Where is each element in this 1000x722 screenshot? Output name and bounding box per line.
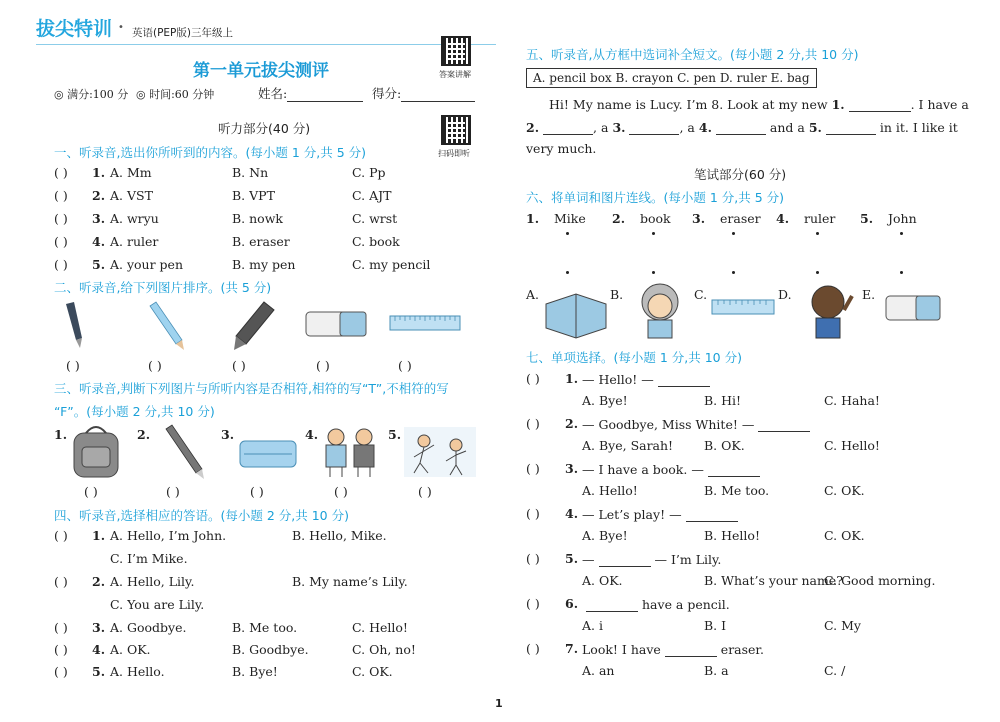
stem-text-2: have a pencil. <box>642 597 730 612</box>
match-dot-bottom[interactable] <box>566 271 569 274</box>
option-b: B. VPT <box>232 188 275 203</box>
answer-blank[interactable] <box>586 596 638 612</box>
option-c: C. Haha! <box>824 393 880 408</box>
word-number: 1. <box>526 211 540 226</box>
option-a: A. i <box>582 618 603 633</box>
option-b: B. Me too. <box>232 620 298 635</box>
option-a: A. Bye! <box>582 528 628 543</box>
blank-1[interactable] <box>849 96 911 112</box>
option-c: C. / <box>824 663 846 678</box>
time-limit: ◎ 时间:60 分钟 <box>136 88 215 101</box>
ruler-picture <box>390 316 460 330</box>
option-c: C. Pp <box>352 165 386 180</box>
answer-paren[interactable]: ( ) <box>398 358 412 373</box>
answer-paren[interactable]: ( ) <box>526 641 540 656</box>
question-number: 5. <box>92 257 106 272</box>
answer-paren[interactable]: ( ) <box>54 165 68 180</box>
match-word: book <box>640 211 671 226</box>
sec5-title: 五、听录音,从方框中选词补全短文。(每小题 2 分,共 10 分) <box>526 47 859 62</box>
match-dot-bottom[interactable] <box>900 271 903 274</box>
word-box: A. pencil box B. crayon C. pen D. ruler E. bag <box>526 68 817 88</box>
pencil-picture-2 <box>166 425 204 479</box>
answer-paren[interactable]: ( ) <box>84 484 98 499</box>
listening-heading: 听力部分(40 分) <box>218 121 311 136</box>
answer-paren[interactable]: ( ) <box>526 551 540 566</box>
blank-2[interactable] <box>543 119 593 135</box>
sec3-pictures <box>70 425 480 480</box>
option-c: C. OK. <box>352 664 393 679</box>
picture-number: 1. <box>54 427 68 442</box>
written-heading: 笔试部分(60 分) <box>694 167 787 182</box>
question-stem <box>582 596 730 612</box>
score-blank[interactable] <box>401 86 475 102</box>
blank-4[interactable] <box>716 119 766 135</box>
question-number: 1. <box>92 528 106 543</box>
option-c: C. Hello! <box>352 620 408 635</box>
answer-paren[interactable]: ( ) <box>148 358 162 373</box>
picture-number: 5. <box>388 427 402 442</box>
option-a: A. wryu <box>110 211 159 226</box>
question-number: 1. <box>565 371 579 386</box>
option-a: A. Hello, Lily. <box>110 574 195 589</box>
score-label: 得分: <box>372 86 402 101</box>
sec6-title: 六、将单词和图片连线。(每小题 1 分,共 5 分) <box>526 190 785 205</box>
listen-qr-code[interactable] <box>441 115 471 145</box>
stem-text: — I have a book. — <box>582 462 704 477</box>
answer-paren[interactable]: ( ) <box>526 506 540 521</box>
passage-line2: 2. , a 3. , a 4. and a 5. in it. I like it <box>526 120 958 135</box>
option-a: A. Hello. <box>110 664 165 679</box>
picture-letter: C. <box>694 287 708 302</box>
picture-letter: A. <box>526 287 540 302</box>
option-b: B. my pen <box>232 257 296 272</box>
option-c: C. OK. <box>824 483 865 498</box>
name-field[interactable] <box>258 84 363 102</box>
answer-paren[interactable]: ( ) <box>418 484 432 499</box>
match-dot-top[interactable] <box>652 232 655 235</box>
option-a: A. OK. <box>110 642 151 657</box>
option-a: A. Bye, Sarah! <box>582 438 674 453</box>
word-number: 2. <box>612 211 626 226</box>
option-c: C. My <box>824 618 861 633</box>
picture-number: 4. <box>305 427 319 442</box>
answer-paren[interactable]: ( ) <box>54 234 68 249</box>
passage-line3: very much. <box>526 141 597 156</box>
brand-logo: 拔尖特训 <box>36 18 113 40</box>
sec2-pictures <box>60 300 480 355</box>
eraser-picture <box>306 312 366 336</box>
match-dot-bottom[interactable] <box>652 271 655 274</box>
option-c: C. AJT <box>352 188 392 203</box>
stem-text: — <box>582 552 595 567</box>
eraser-picture-2 <box>886 296 940 320</box>
score-field[interactable] <box>372 84 475 102</box>
sec3-title-line1: 三、听录音,判断下列图片与所听内容是否相符,相符的写“T”,不相符的写 <box>54 381 449 396</box>
blank-5[interactable] <box>826 119 876 135</box>
blank-3[interactable] <box>629 119 679 135</box>
option-b: B. Goodbye. <box>232 642 309 657</box>
option-b: B. Nn <box>232 165 269 180</box>
question-number: 4. <box>92 642 106 657</box>
pencil-box-picture <box>240 441 296 467</box>
picture-letter: E. <box>862 287 876 302</box>
match-word: eraser <box>720 211 761 226</box>
answer-paren[interactable]: ( ) <box>526 596 540 611</box>
question-stem <box>582 371 714 387</box>
option-b: B. eraser <box>232 234 290 249</box>
option-b: B. OK. <box>704 438 745 453</box>
sec1-title: 一、听录音,选出你所听到的内容。(每小题 1 分,共 5 分) <box>54 145 367 160</box>
answer-paren[interactable]: ( ) <box>526 416 540 431</box>
picture-letter: B. <box>610 287 624 302</box>
ruler-picture-2 <box>712 300 774 314</box>
answer-paren[interactable]: ( ) <box>166 484 180 499</box>
question-number: 4. <box>565 506 579 521</box>
question-number: 6. <box>565 596 579 611</box>
sec2-title: 二、听录音,给下列图片排序。(共 5 分) <box>54 280 272 295</box>
book-name: 英语(PEP版)三年级上 <box>132 27 233 39</box>
match-dot-bottom[interactable] <box>816 271 819 274</box>
question-stem <box>582 416 814 432</box>
question-stem <box>582 641 764 657</box>
answer-paren[interactable]: ( ) <box>250 484 264 499</box>
option-c: C. You are Lily. <box>110 597 205 612</box>
question-number: 2. <box>565 416 579 431</box>
question-number: 4. <box>92 234 106 249</box>
answer-blank[interactable] <box>686 506 738 522</box>
pencil-picture <box>150 302 184 350</box>
question-number: 2. <box>92 188 106 203</box>
pen-picture <box>66 302 82 348</box>
option-b: B. Hello! <box>704 528 760 543</box>
option-a: A. OK. <box>582 573 623 588</box>
word-number: 4. <box>776 211 790 226</box>
answer-paren[interactable]: ( ) <box>526 371 540 386</box>
question-number: 5. <box>92 664 106 679</box>
question-number: 3. <box>92 211 106 226</box>
word-number: 3. <box>692 211 706 226</box>
two-boys-picture <box>326 429 374 477</box>
answer-paren[interactable]: ( ) <box>54 620 68 635</box>
option-b: B. I <box>704 618 727 633</box>
qr2-caption: 扫码即听 <box>438 149 470 158</box>
match-word: John <box>888 211 917 226</box>
question-stem <box>582 551 721 567</box>
full-score: ◎ 满分:100 分 <box>54 88 129 101</box>
question-number: 7. <box>565 641 579 656</box>
question-number: 1. <box>92 165 106 180</box>
answer-paren[interactable]: ( ) <box>54 528 68 543</box>
option-c: C. Hello! <box>824 438 880 453</box>
answer-paren[interactable]: ( ) <box>54 664 68 679</box>
option-c: C. my pencil <box>352 257 431 272</box>
stem-text: Look! I have <box>582 642 661 657</box>
sec3-title-line2: “F”。(每小题 2 分,共 10 分) <box>54 404 215 419</box>
answer-paren[interactable]: ( ) <box>66 358 80 373</box>
girl-face-picture <box>642 284 678 338</box>
bullet: • <box>118 22 124 33</box>
answer-qr-code[interactable] <box>441 36 471 66</box>
passage-line1: Hi! My name is Lucy. I’m 8. Look at my new 1. . I have a <box>549 97 969 112</box>
option-a: A. Goodbye. <box>110 620 187 635</box>
crayon-picture <box>234 302 274 350</box>
question-number: 3. <box>92 620 106 635</box>
answer-blank[interactable] <box>599 551 651 567</box>
match-word: ruler <box>804 211 836 226</box>
picture-number: 3. <box>221 427 235 442</box>
page-number: 1 <box>495 697 503 710</box>
answer-paren[interactable]: ( ) <box>54 211 68 226</box>
option-b: B. a <box>704 663 729 678</box>
name-blank[interactable] <box>287 86 363 102</box>
match-dot-top[interactable] <box>900 232 903 235</box>
option-c: C. wrst <box>352 211 398 226</box>
answer-paren[interactable]: ( ) <box>54 257 68 272</box>
option-b: B. Hi! <box>704 393 742 408</box>
answer-paren[interactable]: ( ) <box>54 574 68 589</box>
boy-face-picture <box>812 286 852 338</box>
stem-text-2: — I’m Lily. <box>654 552 722 567</box>
option-c: C. Oh, no! <box>352 642 416 657</box>
option-b: B. nowk <box>232 211 283 226</box>
answer-blank[interactable] <box>708 461 760 477</box>
book-picture <box>546 294 606 338</box>
question-number: 5. <box>565 551 579 566</box>
question-number: 2. <box>92 574 106 589</box>
option-c: C. Good morning. <box>824 573 936 588</box>
picture-letter: D. <box>778 287 792 302</box>
option-b: B. What’s your name? <box>704 573 843 588</box>
match-dot-top[interactable] <box>732 232 735 235</box>
option-b: B. My name’s Lily. <box>292 574 408 589</box>
answer-blank[interactable] <box>665 641 717 657</box>
schoolbag-picture <box>74 427 118 477</box>
answer-paren[interactable]: ( ) <box>316 358 330 373</box>
match-dot-top[interactable] <box>816 232 819 235</box>
option-b: B. Bye! <box>232 664 278 679</box>
match-word: Mike <box>554 211 586 226</box>
answer-paren[interactable]: ( ) <box>526 461 540 476</box>
stem-text: — Let’s play! — <box>582 507 682 522</box>
option-b: B. Me too. <box>704 483 770 498</box>
question-stem <box>582 506 742 522</box>
answer-paren[interactable]: ( ) <box>232 358 246 373</box>
option-a: A. Hello, I’m John. <box>110 528 227 543</box>
word-number: 5. <box>860 211 874 226</box>
picture-number: 2. <box>137 427 151 442</box>
name-label: 姓名: <box>258 86 288 101</box>
sec6-pictures <box>540 282 950 342</box>
stem-text: — Hello! — <box>582 372 654 387</box>
option-c: C. book <box>352 234 400 249</box>
option-a: A. Mm <box>110 165 152 180</box>
answer-paren[interactable]: ( ) <box>54 188 68 203</box>
match-dot-top[interactable] <box>566 232 569 235</box>
header-rule <box>36 44 496 45</box>
option-a: A. your pen <box>110 257 184 272</box>
option-b: B. Hello, Mike. <box>292 528 387 543</box>
answer-paren[interactable]: ( ) <box>54 642 68 657</box>
option-a: A. VST <box>110 188 153 203</box>
option-a: A. ruler <box>110 234 159 249</box>
sec7-title: 七、单项选择。(每小题 1 分,共 10 分) <box>526 350 742 365</box>
stem-text-2: eraser. <box>720 642 765 657</box>
answer-blank[interactable] <box>658 371 710 387</box>
qr1-caption: 答案讲解 <box>439 70 471 79</box>
answer-paren[interactable]: ( ) <box>334 484 348 499</box>
question-number: 3. <box>565 461 579 476</box>
answer-blank[interactable] <box>758 416 810 432</box>
match-dot-bottom[interactable] <box>732 271 735 274</box>
option-a: A. an <box>582 663 615 678</box>
option-c: C. I’m Mike. <box>110 551 188 566</box>
sec4-title: 四、听录音,选择相应的答语。(每小题 2 分,共 10 分) <box>54 508 349 523</box>
option-a: A. Bye! <box>582 393 628 408</box>
playing-kids-picture <box>404 427 476 477</box>
page-title: 第一单元拔尖测评 <box>193 61 329 81</box>
stem-text: — Goodbye, Miss White! — <box>582 417 755 432</box>
option-a: A. Hello! <box>582 483 638 498</box>
question-stem <box>582 461 764 477</box>
option-c: C. OK. <box>824 528 865 543</box>
